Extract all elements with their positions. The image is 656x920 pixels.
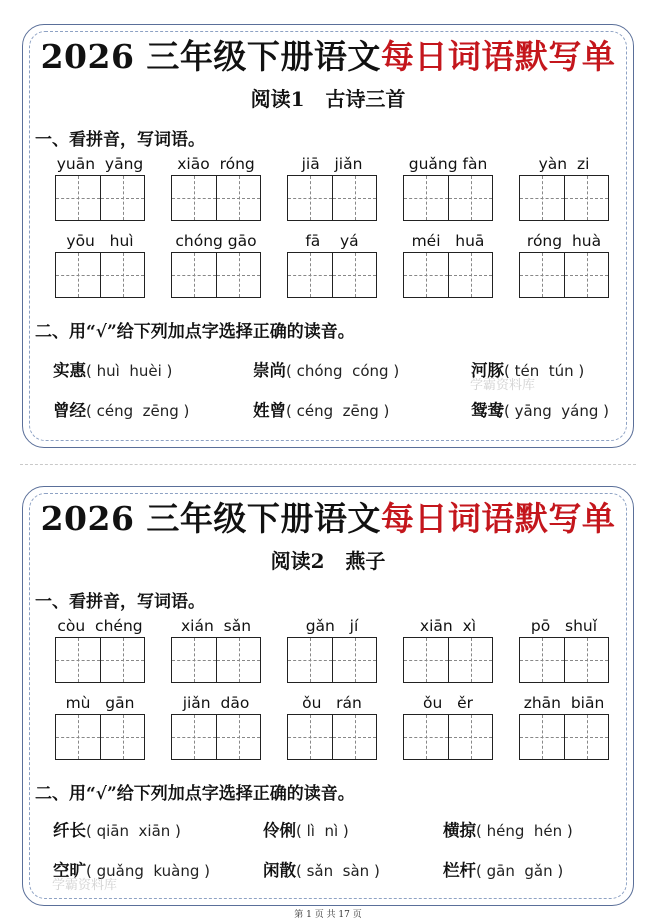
word-cell: [403, 692, 493, 760]
item-options: ( héng hén ): [476, 822, 573, 840]
pinyin: yàn zi: [538, 155, 590, 173]
word-cell: [519, 230, 609, 298]
writing-boxes[interactable]: [171, 175, 261, 221]
pinyin: jiā jiǎn: [301, 155, 363, 173]
item-options: ( qiān xiān ): [86, 822, 181, 840]
pinyin: fā yá: [305, 232, 359, 250]
item-options: ( guǎng kuàng ): [86, 862, 210, 880]
word-cell: [519, 615, 609, 683]
writing-boxes[interactable]: [55, 714, 145, 760]
pinyin: guǎng fàn: [408, 155, 488, 173]
worksheet-2: [22, 486, 634, 906]
pronunciation-item[interactable]: [443, 857, 563, 881]
word-cell: [403, 615, 493, 683]
section-heading-pronunciation: 二、用“√”给下列加点字选择正确的读音。: [35, 322, 355, 342]
lesson-title: 阅读1 古诗三首: [250, 87, 406, 111]
writing-boxes[interactable]: [403, 714, 493, 760]
lesson-title: 阅读2 燕子: [270, 549, 386, 573]
writing-boxes[interactable]: [171, 714, 261, 760]
item-options: ( chóng cóng ): [286, 362, 400, 380]
writing-boxes[interactable]: [519, 175, 609, 221]
section-heading-pronunciation: 二、用“√”给下列加点字选择正确的读音。: [35, 784, 355, 804]
pinyin: méi huā: [411, 232, 485, 250]
item-word: 栏杆: [443, 861, 476, 880]
item-word: 姓曾: [253, 401, 286, 420]
writing-boxes[interactable]: [287, 637, 377, 683]
pronunciation-item[interactable]: [53, 817, 181, 841]
word-cell: [171, 692, 261, 760]
title-red-part: 每日词语默写单: [380, 37, 616, 76]
writing-boxes[interactable]: [55, 175, 145, 221]
watermark: 学霸资料库: [470, 378, 536, 393]
pinyin: jiǎn dāo: [182, 694, 250, 712]
item-options: ( céng zēng ): [86, 402, 190, 420]
pinyin: chóng gāo: [175, 232, 257, 250]
item-word: 河豚: [471, 361, 504, 380]
pinyin: zhān biān: [523, 694, 605, 712]
writing-boxes[interactable]: [519, 252, 609, 298]
word-cell: [287, 230, 377, 298]
item-options: ( céng zēng ): [286, 402, 390, 420]
item-options: ( gān gǎn ): [476, 862, 564, 880]
item-word: 横掠: [443, 821, 476, 840]
writing-boxes[interactable]: [403, 637, 493, 683]
pronunciation-item[interactable]: [443, 817, 573, 841]
item-options: ( tén tún ): [504, 362, 585, 380]
word-cell: [55, 692, 145, 760]
word-cell: [287, 153, 377, 221]
title-black-part: 2026 三年级下册语文: [40, 499, 381, 538]
item-options: ( yāng yáng ): [504, 402, 609, 420]
pronunciation-item[interactable]: [263, 817, 349, 841]
pinyin: yōu huì: [66, 232, 134, 250]
section-heading-pinyin: 一、看拼音，写词语。: [35, 592, 205, 612]
writing-boxes[interactable]: [287, 175, 377, 221]
item-word: 崇尚: [253, 361, 286, 380]
item-word: 实惠: [53, 361, 86, 380]
writing-boxes[interactable]: [519, 714, 609, 760]
item-word: 鸳鸯: [471, 401, 504, 420]
item-word: 纤长: [53, 821, 86, 840]
word-cell: [55, 153, 145, 221]
pinyin: ǒu rán: [302, 694, 362, 712]
pinyin: yuān yāng: [56, 155, 144, 173]
writing-boxes[interactable]: [403, 175, 493, 221]
pinyin: xiāo róng: [177, 155, 255, 173]
pinyin: róng huà: [526, 232, 602, 250]
writing-boxes[interactable]: [55, 637, 145, 683]
page-divider: [20, 464, 636, 465]
page-footer: 第 1 页 共 17 页: [294, 910, 362, 920]
writing-boxes[interactable]: [403, 252, 493, 298]
worksheet-title: [23, 31, 633, 78]
pinyin: pō shuǐ: [530, 617, 598, 635]
pronunciation-item[interactable]: [53, 397, 189, 421]
word-cell: [403, 153, 493, 221]
writing-boxes[interactable]: [55, 252, 145, 298]
pinyin: gǎn jí: [305, 617, 359, 635]
item-word: 伶俐: [263, 821, 296, 840]
pinyin: xiān xì: [419, 617, 477, 635]
watermark: 学霸资料库: [52, 878, 118, 893]
word-cell: [55, 615, 145, 683]
worksheet-title: [23, 493, 633, 540]
word-cell: [55, 230, 145, 298]
word-cell: [171, 615, 261, 683]
word-cell: [519, 153, 609, 221]
title-red-part: 每日词语默写单: [380, 499, 616, 538]
title-black-part: 2026 三年级下册语文: [40, 37, 381, 76]
writing-boxes[interactable]: [287, 252, 377, 298]
item-options: ( sǎn sàn ): [296, 862, 380, 880]
writing-boxes[interactable]: [519, 637, 609, 683]
word-cell: [519, 692, 609, 760]
item-options: ( huì huèi ): [86, 362, 173, 380]
word-cell: [171, 153, 261, 221]
pinyin: xián sǎn: [180, 617, 252, 635]
word-cell: [287, 615, 377, 683]
pinyin: mù gān: [65, 694, 135, 712]
pronunciation-item[interactable]: [53, 357, 172, 381]
worksheet-1: [22, 24, 634, 448]
writing-boxes[interactable]: [171, 252, 261, 298]
pronunciation-item[interactable]: [471, 397, 609, 421]
pinyin: còu chéng: [57, 617, 143, 635]
section-heading-pinyin: 一、看拼音，写词语。: [35, 130, 205, 150]
pronunciation-item[interactable]: [253, 397, 389, 421]
pronunciation-item[interactable]: [263, 857, 380, 881]
word-cell: [171, 230, 261, 298]
pronunciation-item[interactable]: [253, 357, 399, 381]
item-options: ( lì nì ): [296, 822, 349, 840]
writing-boxes[interactable]: [287, 714, 377, 760]
item-word: 空旷: [53, 861, 86, 880]
word-cell: [287, 692, 377, 760]
item-word: 曾经: [53, 401, 86, 420]
word-cell: [403, 230, 493, 298]
item-word: 闲散: [263, 861, 296, 880]
writing-boxes[interactable]: [171, 637, 261, 683]
pinyin: ǒu ěr: [423, 694, 473, 712]
